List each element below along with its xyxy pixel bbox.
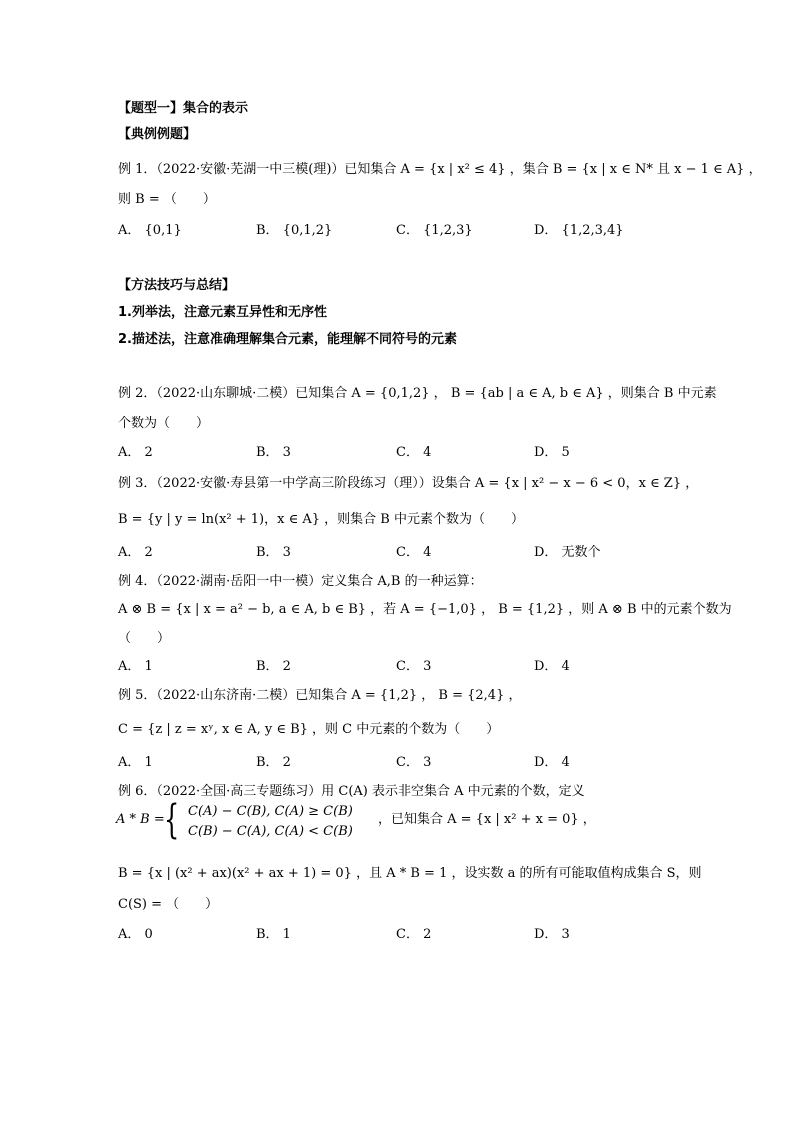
example-5-question: 例 5．（2022·山东济南·二模）已知集合 A = {1,2} ， B = {2,4} ， <box>118 688 522 703</box>
example-1-question-cont: 则 B = （ ） <box>118 192 216 207</box>
example-6-options <box>118 923 678 943</box>
option-a: A． 1 <box>118 659 153 674</box>
option-c: C． 4 <box>396 445 432 460</box>
piecewise-case-1: C(A) − C(B), C(A) ≥ C(B) <box>188 804 353 819</box>
example-6-question-cont: ，已知集合 A = {x | x² + x = 0} ， <box>378 812 596 827</box>
option-b: B． {0,1,2} <box>256 223 333 238</box>
example-2-options <box>118 441 678 461</box>
option-a: A． 0 <box>118 927 153 942</box>
option-b: B． 1 <box>256 927 291 942</box>
example-3-options <box>118 541 678 561</box>
option-b: B． 3 <box>256 445 291 460</box>
example-2-question-cont: 个数为（ ） <box>118 416 210 431</box>
option-c: C． 3 <box>396 755 432 770</box>
example-1-question: 例 1．（2022·安徽·芜湖一中三模(理)）已知集合 A = {x | x² ≤ 4} ，集合 B = {x | x ∈ N* 且 x − 1 ∈ A} ， <box>118 162 762 177</box>
example-2-question: 例 2．（2022·山东聊城·二模）已知集合 A = {0,1,2} ， B = {ab | a ∈ A, b ∈ A} ，则集合 B 中元素 <box>118 386 717 401</box>
option-a: A． 2 <box>118 545 153 560</box>
option-d: D． 3 <box>534 927 570 942</box>
option-c: C． {1,2,3} <box>396 223 473 238</box>
example-5-options <box>118 751 678 771</box>
option-a: A． 2 <box>118 445 153 460</box>
option-d: D． 4 <box>534 659 570 674</box>
option-c: C． 2 <box>396 927 432 942</box>
example-4-options <box>118 655 678 675</box>
method-tip-2: 2.描述法，注意准确理解集合元素，能理解不同符号的元素 <box>118 332 457 347</box>
section-title: 【题型一】集合的表示 <box>118 101 249 116</box>
option-d: D． 5 <box>534 445 570 460</box>
example-6-question-end: C(S) = （ ） <box>118 897 219 912</box>
option-d: D． 无数个 <box>534 545 601 560</box>
method-tip-1: 1.列举法，注意元素互异性和无序性 <box>118 305 327 320</box>
option-d: D． 4 <box>534 755 570 770</box>
piecewise-prefix: A * B = <box>116 812 165 827</box>
piecewise-case-2: C(B) − C(A), C(A) < C(B) <box>188 824 353 839</box>
example-5-question-cont: C = {z | z = xʸ, x ∈ A, y ∈ B} ，则 C 中元素的个数为（ ） <box>118 722 500 737</box>
option-c: C． 4 <box>396 545 432 560</box>
option-a: A． {0,1} <box>118 223 182 238</box>
option-a: A． 1 <box>118 755 153 770</box>
option-c: C． 3 <box>396 659 432 674</box>
option-b: B． 2 <box>256 659 291 674</box>
example-3-question-cont: B = {y | y = ln(x² + 1)，x ∈ A} ，则集合 B 中元素个数为（ ） <box>118 512 524 527</box>
example-4-definition: A ⊗ B = {x | x = a² − b, a ∈ A, b ∈ B} ，若 A = {−1,0} ， B = {1,2} ，则 A ⊗ B 中的元素个数为 <box>118 602 732 617</box>
example-1-options <box>118 219 678 239</box>
left-brace-icon: { <box>164 797 180 843</box>
option-b: B． 3 <box>256 545 291 560</box>
example-4-question-cont: （ ） <box>118 631 171 646</box>
option-d: D． {1,2,3,4} <box>534 223 624 238</box>
example-4-question: 例 4．（2022·湖南·岳阳一中一模）定义集合 A,B 的一种运算： <box>118 574 483 589</box>
piecewise-definition <box>116 797 676 844</box>
example-6-condition: B = {x | (x² + ax)(x² + ax + 1) = 0} ，且 A * B = 1 ，设实数 a 的所有可能取值构成集合 S，则 <box>118 866 702 881</box>
examples-heading: 【典例例题】 <box>118 127 197 142</box>
methods-heading: 【方法技巧与总结】 <box>118 278 236 293</box>
example-6-question: 例 6．（2022·全国·高三专题练习）用 C(A) 表示非空集合 A 中元素的个数，定义 <box>118 784 585 799</box>
piecewise-body <box>164 797 384 844</box>
option-b: B． 2 <box>256 755 291 770</box>
example-3-question: 例 3．（2022·安徽·寿县第一中学高三阶段练习（理））设集合 A = {x | x² − x − 6 < 0，x ∈ Z} ， <box>118 476 699 491</box>
